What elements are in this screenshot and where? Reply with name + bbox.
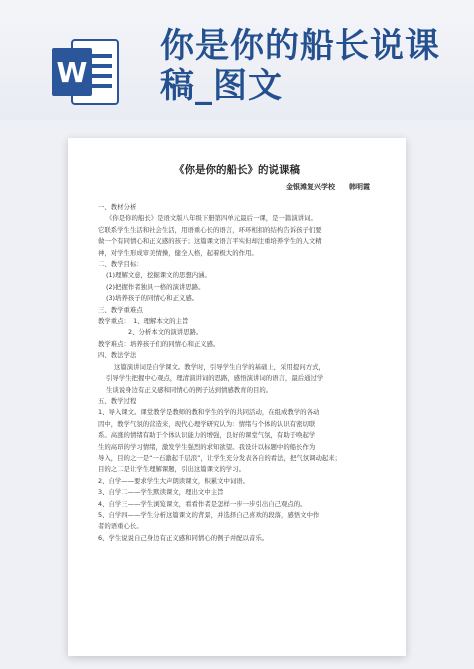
paragraph: 一、教材分析 [98,203,137,211]
title-line-1: 你是你的船长说课 [160,26,440,66]
paragraph: 导入，目的之一是“一石激起千层浪”，让学生充分发表各自的看法，把气氛调动起来； [98,453,342,462]
paragraph: 引导学生把握中心观点，理清演讲词的思路，感悟演讲词的语言，最后通过学 [106,374,324,383]
paragraph: 生谈说身边有正义感和同情心的例子达到情感教育的目的。 [106,385,273,394]
page-title [160,26,460,106]
paragraph: 6、学生说说自己身边有正义感和同情心的例子并配以音乐。 [98,533,269,542]
paragraph: 做一个有同情心和正义感的孩子；这篇课文语言平实但却注重培养学生的人文精 [98,237,322,246]
paragraph: 三、教学重难点 [98,305,143,314]
paragraph: 系。高涨的情绪有助于个体认识能力的增强，良好的课堂气氛，有助于唤起学 [98,431,316,440]
paragraph: 2、分析本文的演讲思路。 [128,328,203,337]
paragraph: 教学重点： 1、理解本文的主旨 [98,317,189,326]
paragraph: 5、自学四——学生分析这篇课文的背景，并选择自己喜欢的段落，感悟文中作 [98,510,320,519]
paragraph: 2、自学——要求学生大声朗读课文，积累文中词语。 [98,476,250,485]
document-title: 《你是你的船长》的说课稿 [174,164,300,176]
paragraph: 二、教学目标： [98,260,143,269]
paragraph: 1、导入课文。课堂教学是教师的教和学生的学的共同活动，在组成教学的各动 [98,408,320,417]
paragraph: 生的高昂的学习情绪，激发学生强烈的求知欲望。我设计以标题中的船长作为 [98,442,316,451]
paragraph: (1)理解文意，挖掘课文的思想内涵。 [106,271,211,280]
paragraph: 3、自学二——学生默读课文，理出文中主旨 [98,488,224,497]
paragraph: 五、教学过程 [98,396,137,405]
document-page [68,138,406,656]
paragraph: 这篇演讲词是自学课文。教学时，引导学生自学的基础上，采用提问方式， [114,362,325,371]
paragraph: 四、教法学法 [98,351,137,360]
paragraph: 目的之二是让学生理解课题，引出这篇课文的学习。 [98,465,245,474]
paragraph: (3)培养孩子的同情心和正义感。 [106,294,199,303]
paragraph: 神，对学生形成审美情操，健全人格，起着极大的作用。 [98,248,258,257]
paragraph: 因中，教学气氛的营造来，现代心理学研究认为：情绪与个体的认识有密切联 [98,419,316,428]
paragraph: 教学难点：培养孩子们的同情心和正义感。 [98,339,220,348]
paragraph: 它联系学生生活和社会生活，用语重心长的语言，环环相扣的结构告诉孩子们要 [98,225,322,234]
page-header [0,0,474,120]
paragraph: 4、自学三——学生浏览课文，看看作者是怎样一步一步引出自己观点的。 [98,499,307,508]
paragraph: 者的语重心长。 [98,522,143,531]
document-body [98,202,384,544]
paragraph: 《你是你的船长》是语文版八年级下册第四单元最后一课，是一篇演讲词。 [106,214,317,223]
paragraph: (2)把握作者独具一格的演讲思路。 [106,282,205,291]
svg-text:W: W [56,56,88,89]
document-author: 金银滩复兴学校 韩明霞 [286,183,370,191]
title-line-2: 稿_图文 [160,66,283,106]
word-document-icon [50,36,122,108]
